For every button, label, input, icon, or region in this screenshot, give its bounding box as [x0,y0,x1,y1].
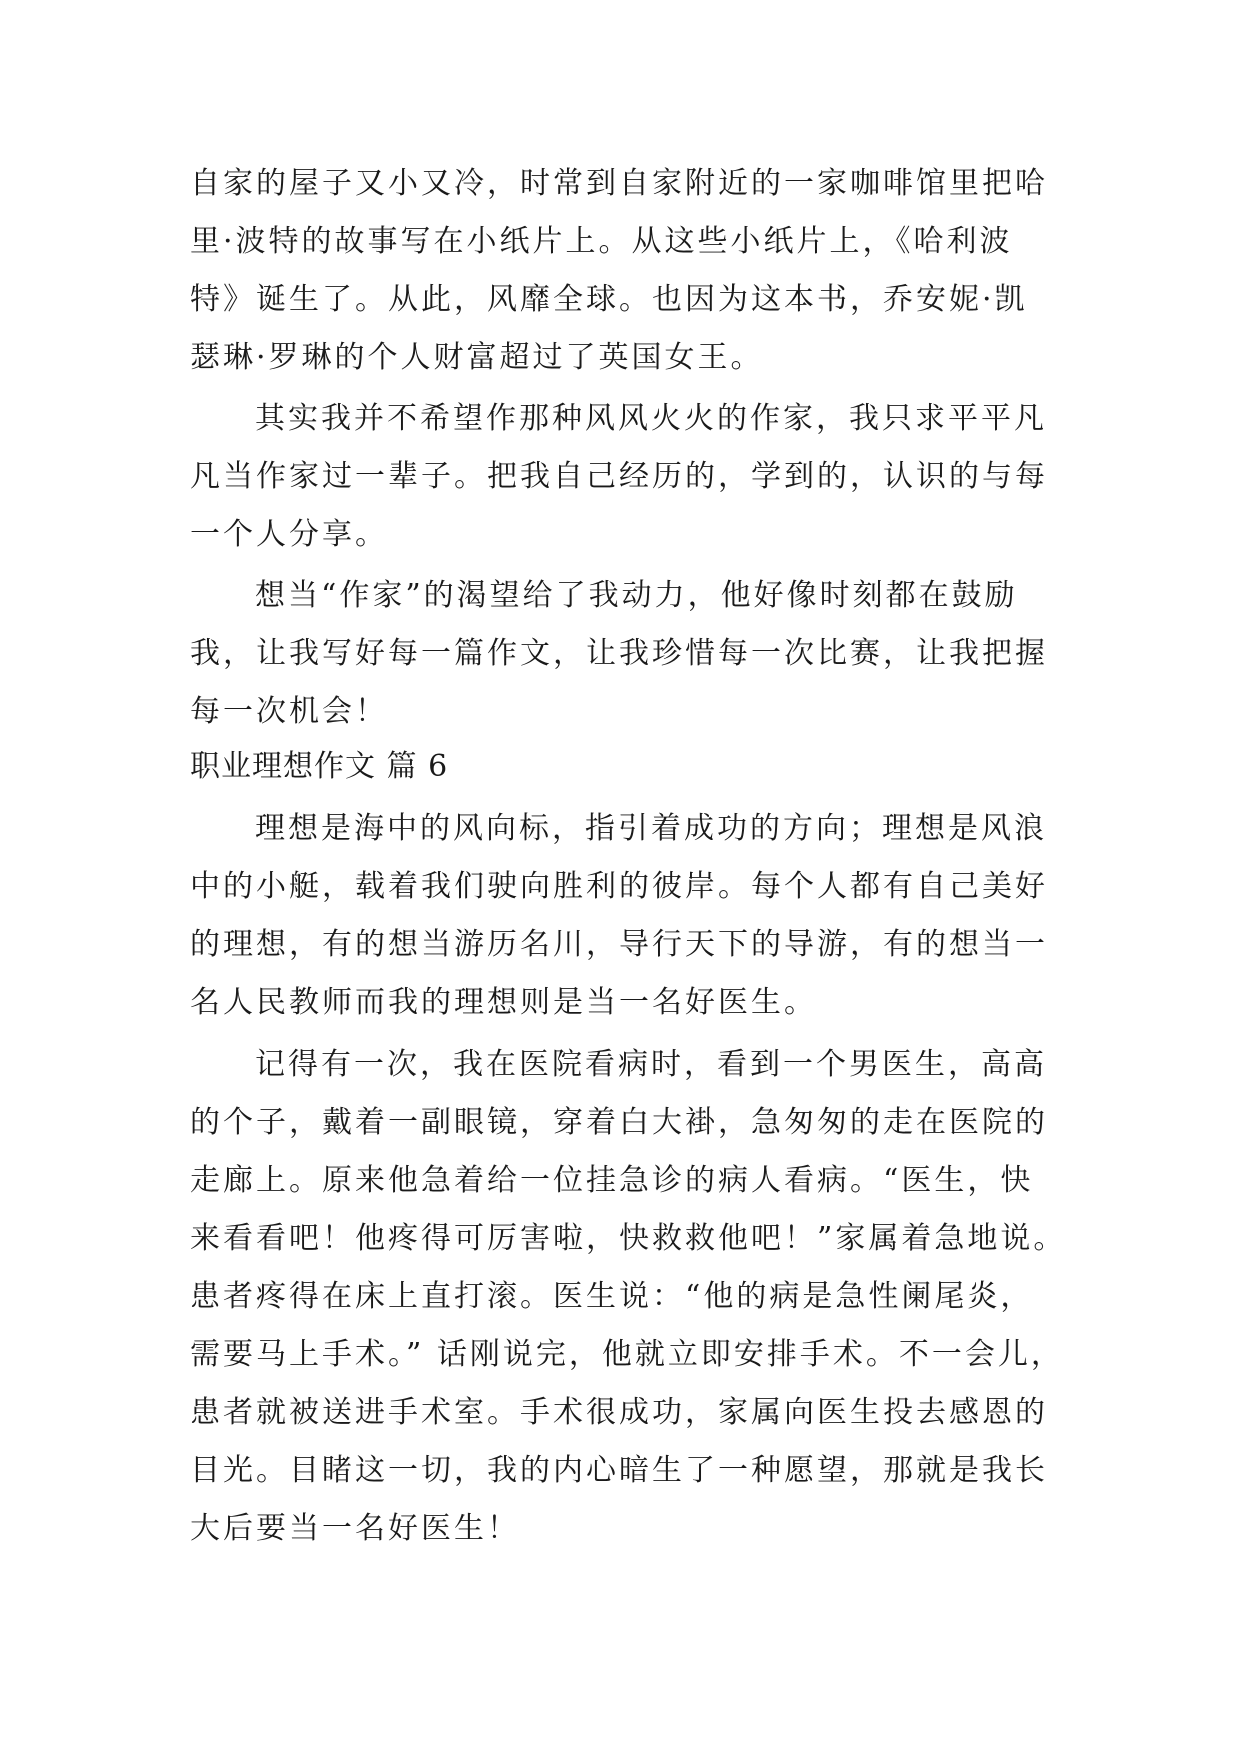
paragraph-first-line: 想当“作家”的渴望给了我动力，他好像时刻都在鼓励 [255,578,1018,613]
text-line: 来看看吧！他疼得可厉害啦，快救救他吧！”家属着急地说。 [190,1221,1067,1256]
text-line: 我，让我写好每一篇作文，让我珍惜每一次比赛，让我把握 [190,636,1048,671]
text-line: 目光。目睹这一切，我的内心暗生了一种愿望，那就是我长 [190,1453,1048,1488]
text-line: 的理想，有的想当游历名川，导行天下的导游，有的想当一 [190,927,1048,962]
text-line: 凡当作家过一辈子。把我自己经历的，学到的，认识的与每 [190,459,1048,494]
text-line: 大后要当一名好医生！ [190,1511,520,1546]
text-line: 的个子，戴着一副眼镜，穿着白大褂，急匆匆的走在医院的 [190,1105,1048,1140]
section-heading: 职业理想作文 篇 6 [190,749,449,784]
paragraph-first-line: 记得有一次，我在医院看病时，看到一个男医生，高高 [255,1047,1047,1082]
text-line: 自家的屋子又小又冷，时常到自家附近的一家咖啡馆里把哈 [190,166,1048,201]
text-line: 里·波特的故事写在小纸片上。从这些小纸片上，《哈利波 [190,224,1013,259]
text-line: 需要马上手术。” 话刚说完，他就立即安排手术。不一会儿， [190,1337,1064,1372]
text-line: 中的小艇，载着我们驶向胜利的彼岸。每个人都有自己美好 [190,869,1048,904]
text-line: 患者就被送进手术室。手术很成功，家属向医生投去感恩的 [190,1395,1048,1430]
text-line: 一个人分享。 [190,517,388,552]
text-line: 名人民教师而我的理想则是当一名好医生。 [190,985,817,1020]
text-line: 特》诞生了。从此，风靡全球。也因为这本书，乔安妮·凯 [190,282,1028,317]
text-line: 每一次机会！ [190,694,388,729]
text-line: 瑟琳·罗琳的个人财富超过了英国女王。 [190,340,764,375]
text-line: 患者疼得在床上直打滚。医生说：“他的病是急性阑尾炎， [190,1279,1034,1314]
text-line: 走廊上。原来他急着给一位挂急诊的病人看病。“医生，快 [190,1163,1034,1198]
paragraph-first-line: 理想是海中的风向标，指引着成功的方向；理想是风浪 [255,811,1047,846]
paragraph-first-line: 其实我并不希望作那种风风火火的作家，我只求平平凡 [255,401,1047,436]
